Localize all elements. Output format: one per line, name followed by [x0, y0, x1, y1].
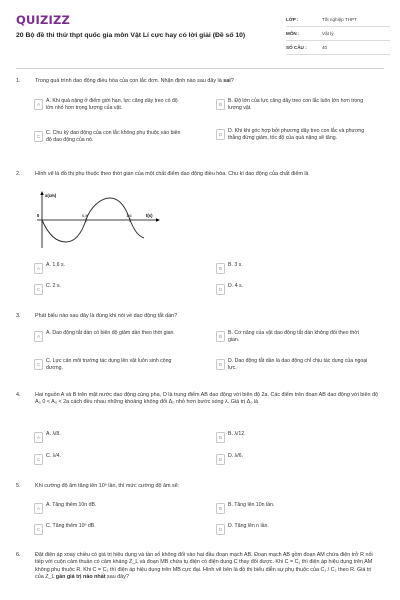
graph-svg: [34, 190, 164, 250]
option-text: A. 1,6 s.: [46, 262, 66, 268]
origin-label: 0: [37, 213, 40, 218]
option-text: A. λ/8.: [46, 431, 61, 437]
question-text: Trong quá trình dao động điều hòa của con lắc đơn. Nhận định nào sau đây là sai?: [35, 78, 234, 84]
option-text: C. Chu kỳ dao động của con lắc không phụ thuộc vào biên độ dao động của nó.: [46, 130, 181, 143]
question-text: Phát biểu nào sau đây là đúng khi nói về dao động tắt dần?: [35, 313, 178, 319]
option-d[interactable]: [216, 358, 368, 371]
option-letter-box: A: [34, 331, 43, 342]
question-text: Khi cường độ âm tăng lên 10ⁿ lần, thì mức cường độ âm sẽ:: [35, 483, 180, 489]
question-number: 2.: [16, 171, 21, 177]
option-text: C. Tăng thêm 10ⁿ dB.: [46, 523, 96, 529]
option-text: B. Cơ năng của vật dao động tắt dần không đổi theo thời gian.: [228, 330, 359, 343]
meta-row-class: [286, 13, 390, 27]
option-letter-box: A: [34, 263, 43, 274]
option-letter-box: A: [34, 503, 43, 514]
meta-value-count: 40: [322, 45, 328, 50]
option-letter-box: C: [34, 524, 43, 535]
option-text: D. Dao động tắt dần là dao động chỉ chịu tác dụng của ngoại lực.: [228, 358, 368, 371]
document-header: [0, 0, 400, 66]
option-c[interactable]: [34, 283, 186, 295]
option-c[interactable]: [34, 453, 186, 465]
option-a[interactable]: [34, 98, 186, 111]
option-d[interactable]: [216, 283, 368, 295]
meta-value-subject: Vật lý: [322, 31, 334, 36]
option-text: D. 4 s.: [228, 283, 243, 289]
option-text: C. Lực cản môi trường tác dụng lên vật luôn sinh công dương.: [46, 358, 172, 371]
option-text: D. λ/6.: [228, 453, 243, 459]
meta-row-subject: [286, 27, 390, 41]
question-number: 4.: [16, 392, 21, 398]
meta-label-subject: MÔN :: [286, 31, 300, 36]
oscillation-graph: [34, 190, 164, 250]
document-title: 20 Bộ đề thi thử thpt quốc gia môn Vật Lí cực hay có lời giải (Đề số 10): [16, 32, 246, 39]
option-text: A. Dao động tắt dần có biên độ giảm dần theo thời gian.: [46, 330, 175, 336]
meta-table: [286, 13, 390, 55]
meta-row-count: [286, 41, 390, 55]
header-divider: [16, 68, 384, 69]
option-d[interactable]: [216, 523, 368, 535]
option-letter-box: D: [216, 524, 225, 535]
option-a[interactable]: [34, 431, 186, 443]
question-number: 1.: [16, 78, 21, 84]
option-b[interactable]: [216, 98, 368, 111]
question-text: Hai nguồn A và B trên mặt nước dao động cùng pha, O là trung điểm AB dao động với biên độ 2a. Các điểm trên đoạn AB dao động với biên độ A₀ 0 < A₀ < 2a cách đều nhau những khoảng không đổi Δ₀ nhỏ hơn bước sóng λ. Giá trị Δ₀ là: [35, 392, 378, 406]
option-c[interactable]: [34, 523, 186, 535]
option-c[interactable]: [34, 358, 186, 371]
option-text: B. Độ lớn của lực căng dây treo con lắc luôn lớn hơn trọng lượng vật.: [228, 98, 364, 111]
option-text: B. 3 s.: [228, 262, 243, 268]
option-letter-box: D: [216, 454, 225, 465]
x-axis-arrow: [156, 218, 160, 221]
meta-label-count: SỐ CÂU :: [286, 45, 307, 50]
emphasis-text: gần giá trị nào nhất: [55, 573, 106, 580]
question-number: 5.: [16, 483, 21, 489]
option-a[interactable]: [34, 262, 186, 274]
option-letter-box: B: [216, 432, 225, 443]
option-letter-box: C: [34, 359, 43, 370]
option-b[interactable]: [216, 431, 368, 443]
tick-label: 1,6: [126, 213, 132, 218]
option-letter-box: C: [34, 454, 43, 465]
option-b[interactable]: [216, 502, 368, 514]
option-text: D. Khi khi góc hợp bởi phương dây treo con lắc và phương thẳng đứng giảm, tốc độ của quả nặng sẽ tăng.: [228, 128, 365, 141]
option-letter-box: A: [34, 99, 43, 110]
option-text: B. λ/12.: [228, 431, 246, 437]
question-text: Hình vẽ là đồ thị phụ thuộc theo thời gian của một chất điểm dao động điều hòa. Chu kì dao động của chất điểm là: [35, 171, 309, 177]
option-text: B. Tăng lên 10n lần.: [228, 502, 275, 508]
tick-label: 0,8: [82, 213, 88, 218]
y-axis-label: x(cm): [45, 193, 57, 198]
option-b[interactable]: [216, 262, 368, 274]
option-b[interactable]: [216, 330, 368, 343]
option-text: A. Tăng thêm 10n dB.: [46, 502, 97, 508]
quizizz-logo: QUIZIZZ: [16, 13, 71, 27]
option-letter-box: C: [34, 284, 43, 295]
option-text: A. Khi quả nặng ở điểm giới hạn, lực căng dây treo có độ lớn nhỏ hơn trọng lượng của vật.: [46, 98, 178, 111]
option-letter-box: B: [216, 99, 225, 110]
option-d[interactable]: [216, 128, 368, 141]
option-letter-box: B: [216, 503, 225, 514]
option-letter-box: B: [216, 331, 225, 342]
option-letter-box: A: [34, 432, 43, 443]
option-letter-box: D: [216, 129, 225, 140]
question-text: Đặt điện áp xoay chiều có giá trị hiệu dụng và tần số không đổi vào hai đầu đoạn mạch AB. Đoạn mạch AB gồm đoạn AM chứa điện trở R nối tiếp với cuộn cảm thuần có cảm kháng Z_L và đoạn MB chứa tụ điện có điện dung C thay đổi được. Khi C = C₁ thì điện áp hiệu dụng trên AM không phụ thuộc R. Khi C = C₂ thì điện áp hiệu dụng trên MB cực đại. Hình vẽ bên là đồ thị biểu diễn sự phụ thuộc của C₁ / C₂ theo R. Giá trị của Z_L gần giá trị nào nhất sau đây?: [35, 552, 373, 580]
emphasis-text: sai: [223, 78, 231, 84]
question-number: 3.: [16, 313, 21, 319]
option-letter-box: C: [34, 131, 43, 142]
option-text: C. 2 s.: [46, 283, 61, 289]
option-letter-box: B: [216, 263, 225, 274]
meta-value-class: Tốt nghiệp THPT: [322, 17, 357, 22]
option-c[interactable]: [34, 130, 186, 143]
option-text: D. Tăng lên n lần.: [228, 523, 269, 529]
option-letter-box: D: [216, 359, 225, 370]
option-d[interactable]: [216, 453, 368, 465]
meta-label-class: LỚP :: [286, 17, 299, 22]
y-axis-arrow: [40, 191, 43, 195]
option-a[interactable]: [34, 330, 186, 342]
option-letter-box: D: [216, 284, 225, 295]
option-a[interactable]: [34, 502, 186, 514]
option-text: C. λ/4.: [46, 453, 61, 459]
question-number: 6.: [16, 552, 21, 558]
x-axis-label: t(s): [146, 213, 153, 218]
